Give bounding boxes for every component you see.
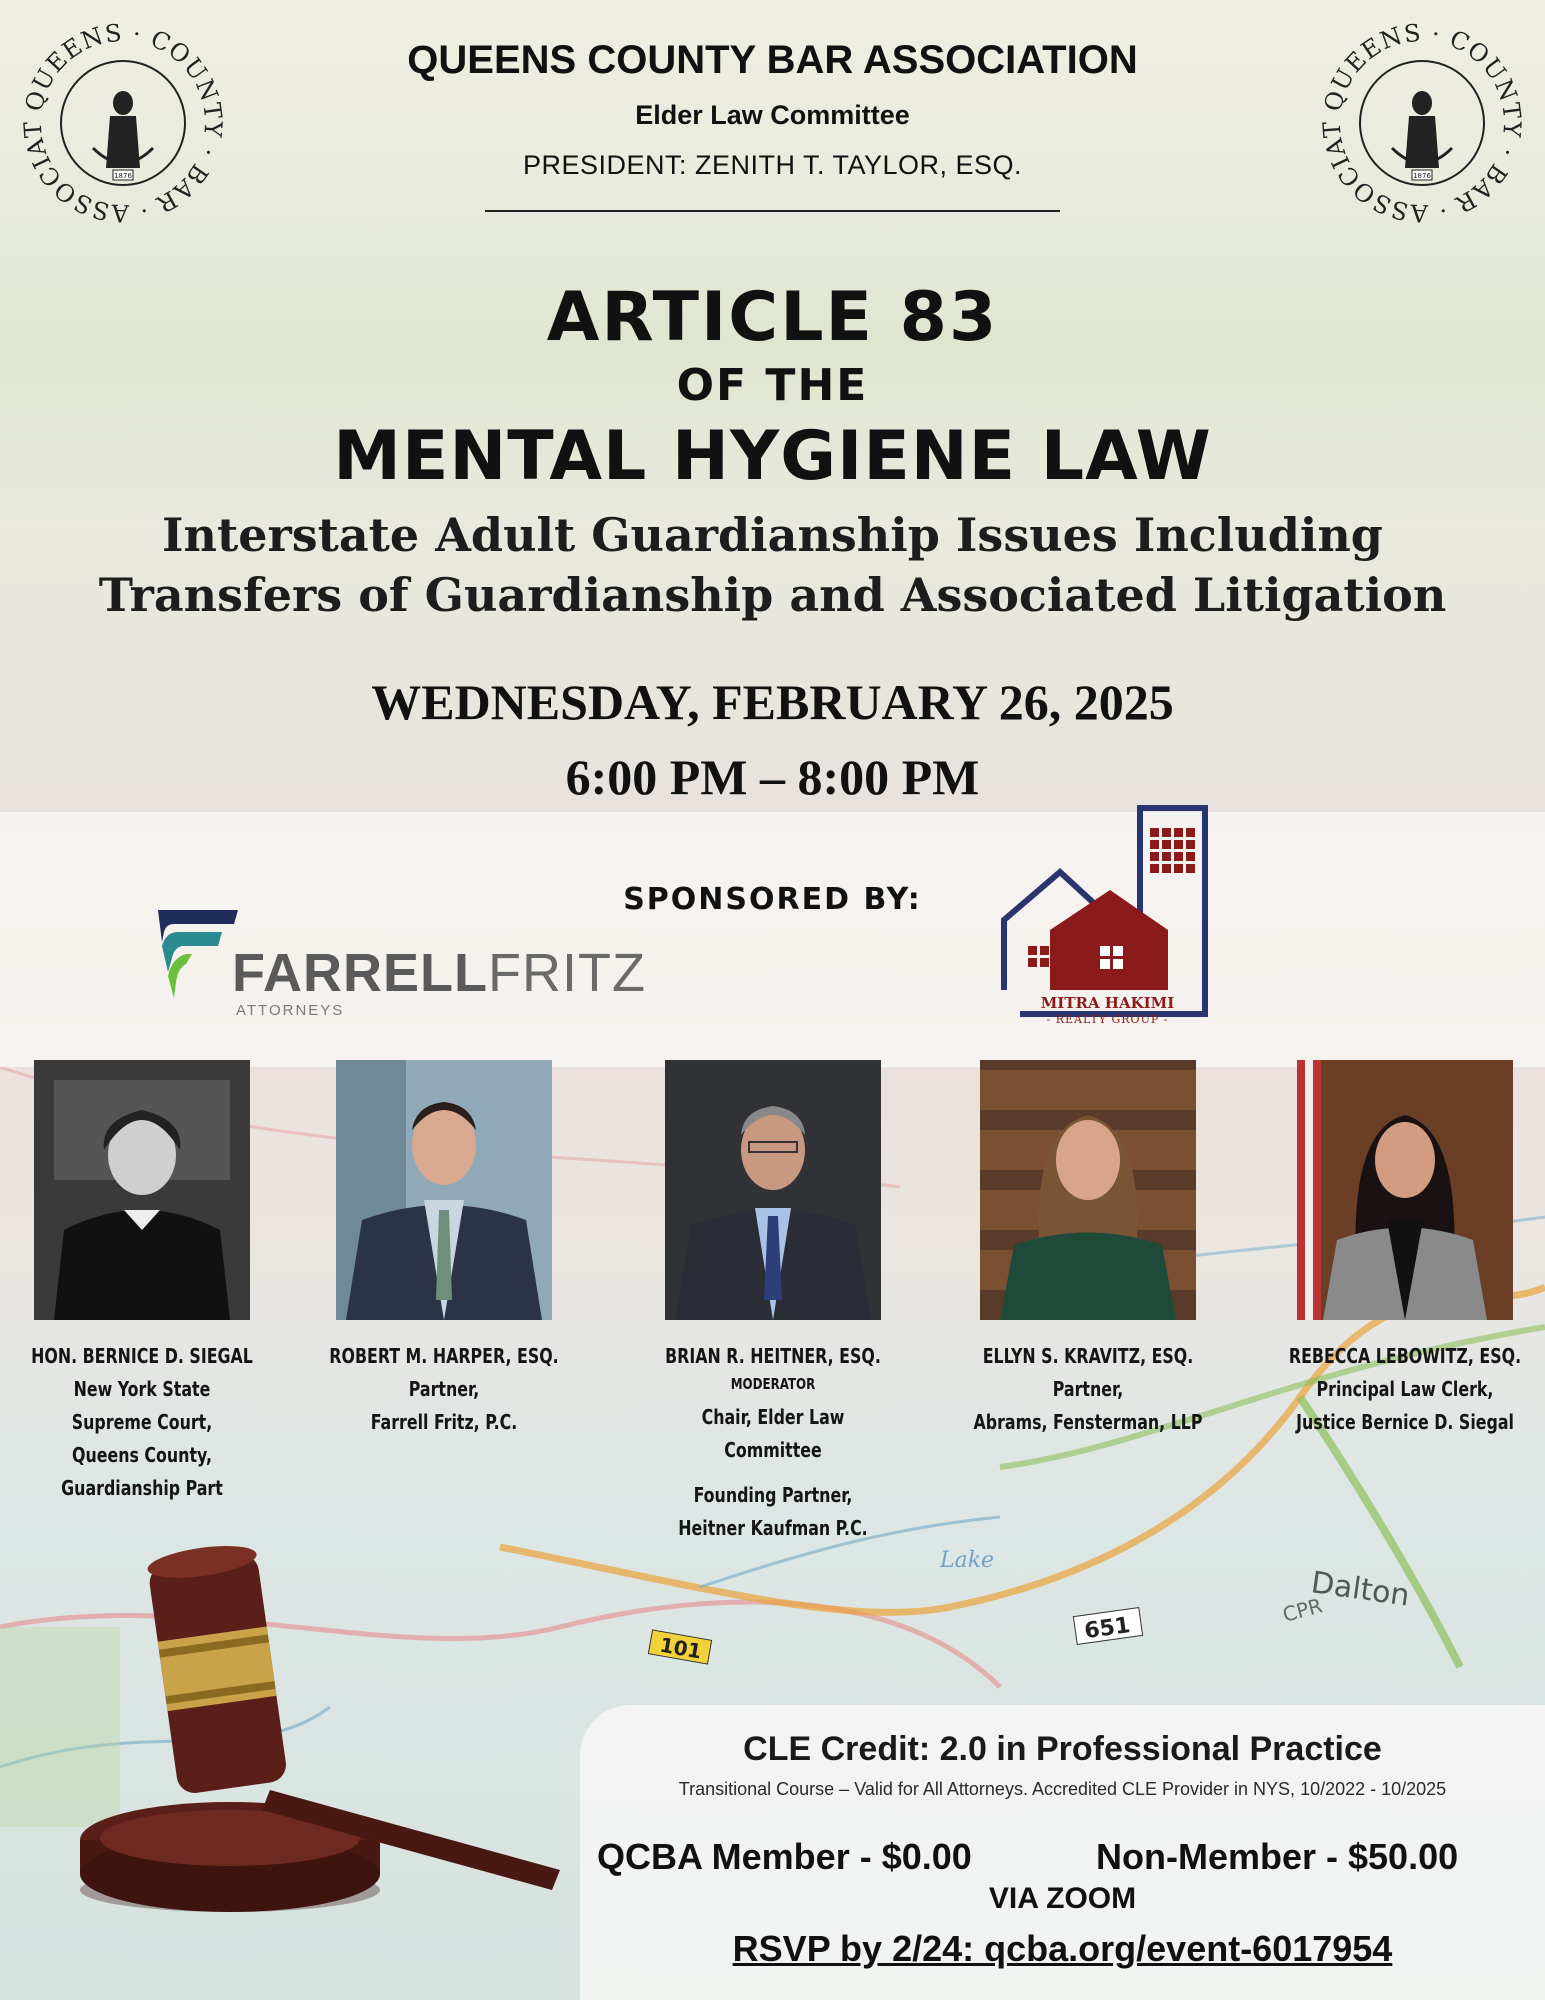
svg-text:1876: 1876 — [1413, 172, 1431, 180]
speaker-detail: Justice Bernice D. Siegal — [1296, 1410, 1514, 1434]
nonmember-price: Non-Member - $50.00 — [1096, 1836, 1459, 1877]
president-line: PRESIDENT: ZENITH T. TAYLOR, ESQ. — [522, 150, 1023, 180]
speaker-detail: Committee — [724, 1438, 822, 1462]
event-time: 6:00 PM – 8:00 PM — [565, 749, 980, 805]
speaker-detail: Queens County, — [71, 1443, 213, 1467]
speaker-caption — [650, 1340, 896, 1545]
speaker-detail: Guardianship Part — [61, 1476, 223, 1500]
event-date: WEDNESDAY, FEBRUARY 26, 2025 — [371, 674, 1174, 730]
map-label: CPR — [1280, 1593, 1325, 1627]
speaker-name: ELLYN S. KRAVITZ, ESQ. — [982, 1344, 1194, 1368]
organization-title: QUEENS COUNTY BAR ASSOCIATION — [407, 38, 1138, 82]
speaker-caption — [965, 1340, 1211, 1439]
farrell-fritz-mark-icon — [152, 902, 244, 1000]
speaker-detail: Abrams, Fensterman, LLP — [973, 1410, 1203, 1434]
title-article: ARTICLE 83 — [546, 278, 999, 357]
mitra-hakimi-house-icon — [1000, 800, 1215, 1022]
speaker-name: HON. BERNICE D. SIEGAL — [31, 1344, 253, 1368]
speaker-caption — [321, 1340, 567, 1439]
committee-name: Elder Law Committee — [635, 100, 910, 130]
speaker-photo-siegal — [34, 1060, 250, 1320]
map-label: Lake — [940, 1548, 995, 1573]
member-price: QCBA Member - $0.00 — [597, 1836, 972, 1877]
sponsored-by-label: SPONSORED BY: — [623, 882, 922, 917]
map-label: 101 — [658, 1632, 704, 1664]
speaker-detail: Chair, Elder Law — [701, 1405, 845, 1429]
cle-credit-note: Transitional Course – Valid for All Attorneys. Accredited CLE Provider in NYS, 10/2022 - 10/2025 — [678, 1779, 1447, 1799]
farrell-fritz-wordmark: FARRELLFRITZ — [232, 943, 646, 1003]
svg-text:QUEENS · COUNTY · BAR · ASSOCI: QUEENS · COUNTY · BAR · ASSOCIAT — [18, 18, 228, 228]
speaker-role: MODERATOR — [730, 1375, 816, 1393]
speaker-detail: Partner, — [408, 1377, 480, 1401]
title-of-the: OF THE — [676, 360, 869, 411]
map-label: Dalton — [1308, 1565, 1412, 1614]
speaker-name: ROBERT M. HARPER, ESQ. — [329, 1344, 559, 1368]
mitra-hakimi-subtitle: - REALTY GROUP - — [1046, 1013, 1169, 1026]
gavel-icon — [40, 1540, 580, 1920]
speaker-detail: Founding Partner, — [693, 1483, 853, 1507]
speaker-name: BRIAN R. HEITNER, ESQ. — [665, 1344, 881, 1368]
svg-text:1876: 1876 — [114, 172, 132, 180]
speaker-name: REBECCA LEBOWITZ, ESQ. — [1288, 1344, 1522, 1368]
speaker-detail: Farrell Fritz, P.C. — [370, 1410, 518, 1434]
speaker-detail: Supreme Court, — [71, 1410, 213, 1434]
cle-credit-title: CLE Credit: 2.0 in Professional Practice — [743, 1730, 1382, 1768]
speaker-detail: New York State — [73, 1377, 211, 1401]
speaker-caption — [19, 1340, 265, 1505]
speaker-detail: Heitner Kaufman P.C. — [678, 1516, 868, 1540]
header-divider — [485, 210, 1060, 212]
via-zoom: VIA ZOOM — [988, 1882, 1137, 1915]
subtitle-line-2: Transfers of Guardianship and Associated Litigation — [98, 568, 1447, 622]
mitra-hakimi-name: MITRA HAKIMI — [1040, 994, 1175, 1012]
rsvp-link[interactable]: RSVP by 2/24: qcba.org/event-6017954 — [732, 1928, 1393, 1969]
title-mental-hygiene-law: MENTAL HYGIENE LAW — [333, 417, 1212, 496]
subtitle-line-1: Interstate Adult Guardianship Issues Including — [162, 508, 1383, 562]
speaker-photo-heitner — [665, 1060, 881, 1320]
farrell-fritz-subtitle: ATTORNEYS — [236, 1002, 345, 1019]
svg-text:QUEENS · COUNTY · BAR · ASSOCI: QUEENS · COUNTY · BAR · ASSOCIAT — [1317, 18, 1527, 228]
speaker-photo-kravitz — [980, 1060, 1196, 1320]
speaker-caption — [1282, 1340, 1528, 1439]
speaker-photo-harper — [336, 1060, 552, 1320]
map-label: 651 — [1082, 1613, 1132, 1645]
speaker-detail: Principal Law Clerk, — [1316, 1377, 1494, 1401]
speaker-photo-lebowitz — [1297, 1060, 1513, 1320]
speaker-detail: Partner, — [1052, 1377, 1124, 1401]
